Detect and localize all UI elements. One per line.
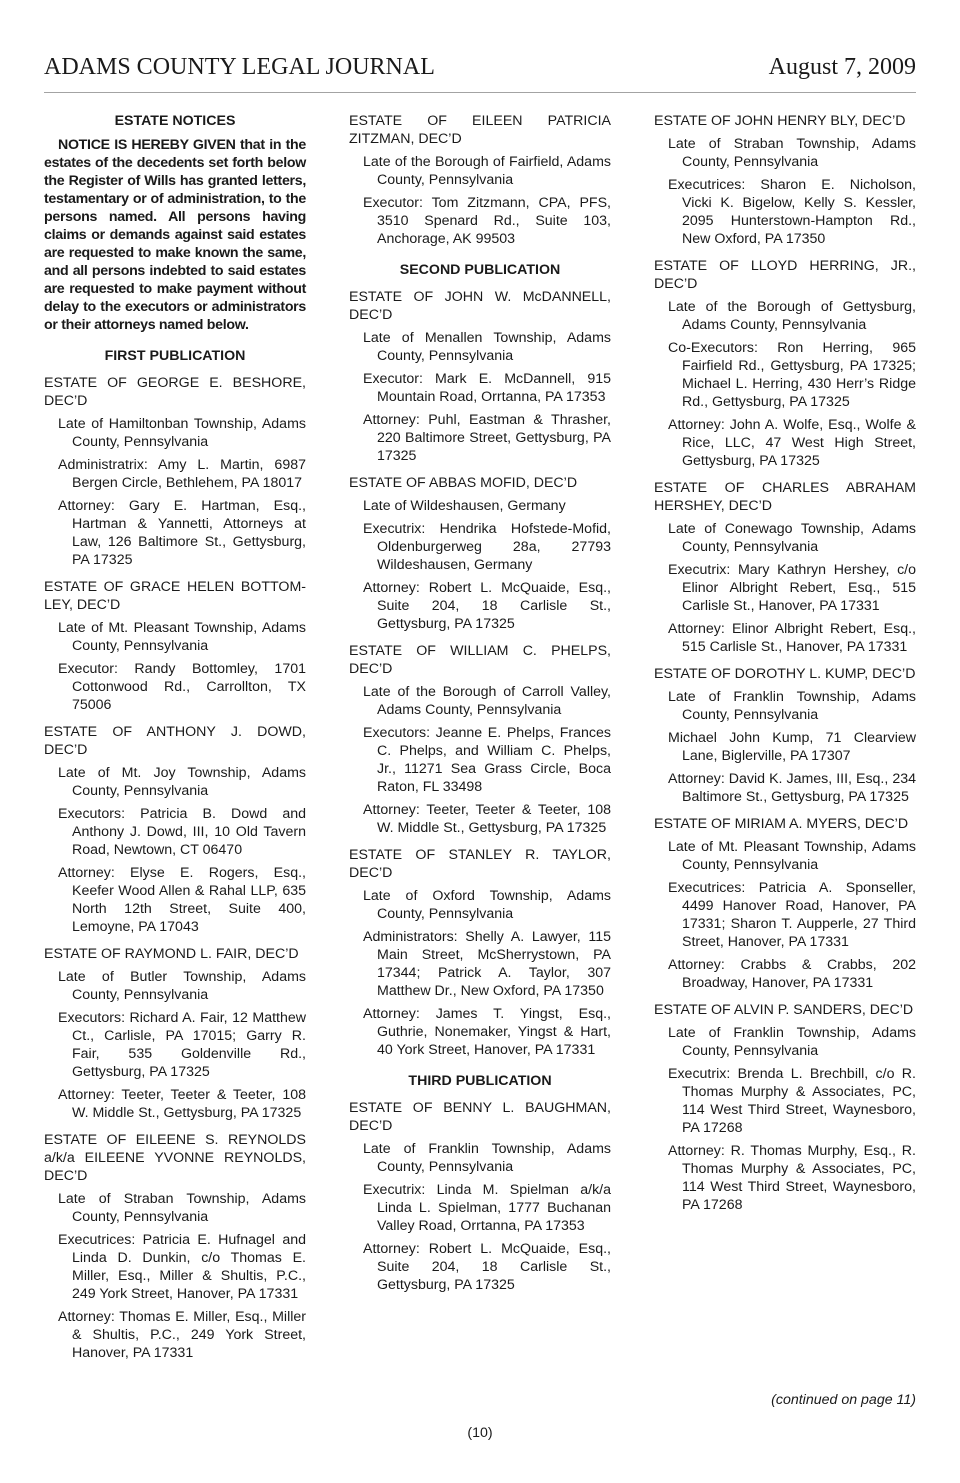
estate-detail: Late of Straban Township, Adams County, Pennsylvania [668, 136, 916, 170]
estate-name: ESTATE OF JOHN W. McDANNELL, DEC’D [349, 289, 611, 323]
estate-detail: Attorney: Elyse E. Rogers, Esq., Keefer Wood Allen & Rahal LLP, 635 North 12th Street, Suite 400, Lemoyne, PA 17043 [58, 865, 306, 935]
estate-entry [349, 846, 611, 1059]
estate-entry [44, 723, 306, 936]
estate-detail: Late of Mt. Pleasant Township, Adams County, Pennsylvania [58, 620, 306, 654]
estate-detail: Attorney: R. Thomas Murphy, Esq., R. Thomas Murphy & Associates, PC, 114 West Third Street, Waynesboro, PA 17268 [668, 1143, 916, 1213]
estate-detail: Late of the Borough of Carroll Valley, Adams County, Pennsylvania [363, 684, 611, 718]
estate-entry [654, 665, 916, 806]
column-2 [349, 112, 611, 1294]
estate-entry [654, 257, 916, 470]
estate-detail: Late of the Borough of Fairfield, Adams County, Pennsylvania [363, 154, 611, 188]
estate-entry [654, 1001, 916, 1214]
estate-detail: Attorney: John A. Wolfe, Esq., Wolfe & Rice, LLC, 47 West High Street, Gettysburg, PA 17325 [668, 417, 916, 469]
estate-entry [349, 1099, 611, 1294]
estate-detail: Executors: Richard A. Fair, 12 Matthew Ct., Carlisle, PA 17015; Garry R. Fair, 535 Goldenville Rd., Gettysburg, PA 17325 [58, 1010, 306, 1080]
section-heading: ESTATE NOTICES [114, 113, 236, 129]
estate-name: ESTATE OF RAYMOND L. FAIR, DEC’D [44, 946, 299, 962]
estate-detail: Late of Franklin Township, Adams County, Pennsylvania [363, 1141, 611, 1175]
estate-detail: Executor: Tom Zitzmann, CPA, PFS, 3510 Spenard Rd., Suite 103, Anchorage, AK 99503 [363, 195, 611, 247]
estate-detail: Executrix: Hendrika Hofstede-Mofid, Oldenburgerweg 28a, 27793 Wildeshausen, Germany [363, 521, 611, 573]
estate-entry [349, 474, 611, 633]
section-heading: FIRST PUBLICATION [104, 348, 246, 364]
estate-detail: Executrices: Patricia E. Hufnagel and Linda D. Dunkin, c/o Thomas E. Miller, Esq., Miller & Shultis, P.C., 249 York Street, Hanover, PA 17331 [58, 1232, 306, 1302]
estate-detail: Attorney: Puhl, Eastman & Thrasher, 220 Baltimore Street, Gettysburg, PA 17325 [363, 412, 611, 464]
estate-detail: Co-Executors: Ron Herring, 965 Fairfield Rd., Gettysburg, PA 17325; Michael L. Herring, 430 Herr’s Ridge Rd., Gettysburg, PA 17325 [668, 340, 916, 410]
estate-name: ESTATE OF EILEENE S. REYNOLDS a/k/a EILEENE YVONNE REYNOLDS, DEC’D [44, 1132, 306, 1184]
estate-entry [44, 945, 306, 1122]
estate-detail: Late of Mt. Pleasant Township, Adams County, Pennsylvania [668, 839, 916, 873]
estate-detail: Late of Franklin Township, Adams County, Pennsylvania [668, 689, 916, 723]
estate-detail: Attorney: James T. Yingst, Esq., Guthrie, Nonemaker, Yingst & Hart, 40 York Street, Hanover, PA 17331 [363, 1006, 611, 1058]
estate-detail: Attorney: Thomas E. Miller, Esq., Miller & Shultis, P.C., 249 York Street, Hanover, PA 17331 [58, 1309, 306, 1361]
estate-detail: Late of Straban Township, Adams County, Pennsylvania [58, 1191, 306, 1225]
estate-entry [349, 112, 611, 248]
estate-detail: Administrators: Shelly A. Lawyer, 115 Main Street, McSherrystown, PA 17344; Patrick A. Taylor, 307 Matthew Dr., New Oxford, PA 17350 [363, 929, 611, 999]
section-heading: THIRD PUBLICATION [408, 1073, 552, 1089]
page-number: (10) [467, 1425, 493, 1441]
estate-name: ESTATE OF CHARLES ABRAHAM HERSHEY, DEC’D [654, 480, 916, 514]
estate-entry [654, 112, 916, 248]
estate-detail: Executrix: Linda M. Spielman a/k/a Linda L. Spielman, 1777 Buchanan Valley Road, Orrtanna, PA 17353 [363, 1182, 611, 1234]
estate-detail: Administratrix: Amy L. Martin, 6987 Bergen Circle, Bethlehem, PA 18017 [58, 457, 306, 491]
estate-detail: Executrices: Sharon E. Nicholson, Vicki K. Bigelow, Kelly S. Kessler, 2095 Hunterstown-Hampton Rd., New Oxford, PA 17350 [668, 177, 916, 247]
estate-detail: Attorney: Teeter, Teeter & Teeter, 108 W. Middle St., Gettysburg, PA 17325 [58, 1087, 306, 1121]
estate-detail: Late of the Borough of Gettysburg, Adams County, Pennsylvania [668, 299, 916, 333]
estate-detail: Late of Franklin Township, Adams County, Pennsylvania [668, 1025, 916, 1059]
header-rule [44, 92, 916, 93]
estate-name: ESTATE OF ALVIN P. SANDERS, DEC’D [654, 1002, 914, 1018]
estate-detail: Attorney: Robert L. McQuaide, Esq., Suite 204, 18 Carlisle St., Gettysburg, PA 17325 [363, 1241, 611, 1293]
estate-name: ESTATE OF MIRIAM A. MYERS, DEC’D [654, 816, 909, 832]
estate-detail: Executrix: Brenda L. Brechbill, c/o R. Thomas Murphy & Associates, PC, 114 West Third Street, Waynesboro, PA 17268 [668, 1066, 916, 1136]
estate-entry [654, 479, 916, 656]
estate-detail: Late of Wildeshausen, Germany [363, 498, 566, 514]
estate-detail: Executor: Randy Bottomley, 1701 Cottonwood Rd., Carrollton, TX 75006 [58, 661, 306, 713]
estate-name: ESTATE OF GRACE HELEN BOTTOM-LEY, DEC’D [44, 579, 306, 613]
estate-entry [44, 578, 306, 714]
estate-detail: Late of Oxford Township, Adams County, Pennsylvania [363, 888, 611, 922]
issue-date: August 7, 2009 [768, 54, 916, 80]
estate-detail: Attorney: Crabbs & Crabbs, 202 Broadway, Hanover, PA 17331 [668, 957, 916, 991]
estate-detail: Executrix: Mary Kathryn Hershey, c/o Elinor Albright Rebert, Esq., 515 Carlisle St., Hanover, PA 17331 [668, 562, 916, 614]
estate-entry [44, 1131, 306, 1362]
estate-name: ESTATE OF ANTHONY J. DOWD, DEC’D [44, 724, 306, 758]
estate-detail: Late of Conewago Township, Adams County, Pennsylvania [668, 521, 916, 555]
estate-detail: Executors: Patricia B. Dowd and Anthony J. Dowd, III, 10 Old Tavern Road, Newtown, CT 06470 [58, 806, 306, 858]
estate-name: ESTATE OF LLOYD HERRING, JR., DEC’D [654, 258, 916, 292]
estate-detail: Executrices: Patricia A. Sponseller, 4499 Hanover Road, Hanover, PA 17331; Sharon T. Aupperle, 27 Third Street, Hanover, PA 17331 [668, 880, 916, 950]
column-1 [44, 112, 306, 1362]
column-3 [654, 112, 916, 1214]
estate-name: ESTATE OF ABBAS MOFID, DEC’D [349, 475, 578, 491]
estate-detail: Executor: Mark E. McDannell, 915 Mountain Road, Orrtanna, PA 17353 [363, 371, 611, 405]
notice-paragraph: NOTICE IS HEREBY GIVEN that in the estates of the decedents set forth below the Register of Wills has granted letters, testamentary or of administration, to the persons named. All persons having claims or demands against said estates are requested to make known the same, and all persons indebted to said estates are requested to make payment without delay to the executors or administrators or their attorneys named below. [44, 137, 306, 333]
estate-detail: Attorney: Teeter, Teeter & Teeter, 108 W. Middle St., Gettysburg, PA 17325 [363, 802, 611, 836]
estate-detail: Michael John Kump, 71 Clearview Lane, Biglerville, PA 17307 [668, 730, 916, 764]
estate-detail: Attorney: Elinor Albright Rebert, Esq., 515 Carlisle St., Hanover, PA 17331 [668, 621, 916, 655]
estate-name: ESTATE OF EILEEN PATRICIA ZITZMAN, DEC’D [349, 113, 611, 147]
journal-title: ADAMS COUNTY LEGAL JOURNAL [44, 54, 435, 80]
estate-name: ESTATE OF STANLEY R. TAYLOR, DEC’D [349, 847, 611, 881]
estate-name: ESTATE OF WILLIAM C. PHELPS, DEC’D [349, 643, 611, 677]
estate-detail: Attorney: David K. James, III, Esq., 234 Baltimore St., Gettysburg, PA 17325 [668, 771, 916, 805]
estate-detail: Late of Butler Township, Adams County, Pennsylvania [58, 969, 306, 1003]
estate-detail: Late of Hamiltonban Township, Adams County, Pennsylvania [58, 416, 306, 450]
estate-name: ESTATE OF BENNY L. BAUGHMAN, DEC’D [349, 1100, 611, 1134]
estate-detail: Attorney: Gary E. Hartman, Esq., Hartman & Yannetti, Attorneys at Law, 126 Baltimore St., Gettysburg, PA 17325 [58, 498, 306, 568]
estate-name: ESTATE OF JOHN HENRY BLY, DEC’D [654, 113, 906, 129]
estate-entry [349, 288, 611, 465]
estate-entry [44, 374, 306, 569]
estate-name: ESTATE OF DOROTHY L. KUMP, DEC’D [654, 666, 916, 682]
estate-name: ESTATE OF GEORGE E. BESHORE, DEC’D [44, 375, 306, 409]
estate-detail: Executors: Jeanne E. Phelps, Frances C. Phelps, and William C. Phelps, Jr., 11271 Sea Grass Circle, Boca Raton, FL 33498 [363, 725, 611, 795]
estate-detail: Late of Mt. Joy Township, Adams County, Pennsylvania [58, 765, 306, 799]
estate-detail: Late of Menallen Township, Adams County, Pennsylvania [363, 330, 611, 364]
section-heading: SECOND PUBLICATION [399, 262, 561, 278]
estate-detail: Attorney: Robert L. McQuaide, Esq., Suite 204, 18 Carlisle St., Gettysburg, PA 17325 [363, 580, 611, 632]
estate-entry [349, 642, 611, 837]
estate-entry [654, 815, 916, 992]
continued-note: (continued on page 11) [771, 1392, 916, 1408]
